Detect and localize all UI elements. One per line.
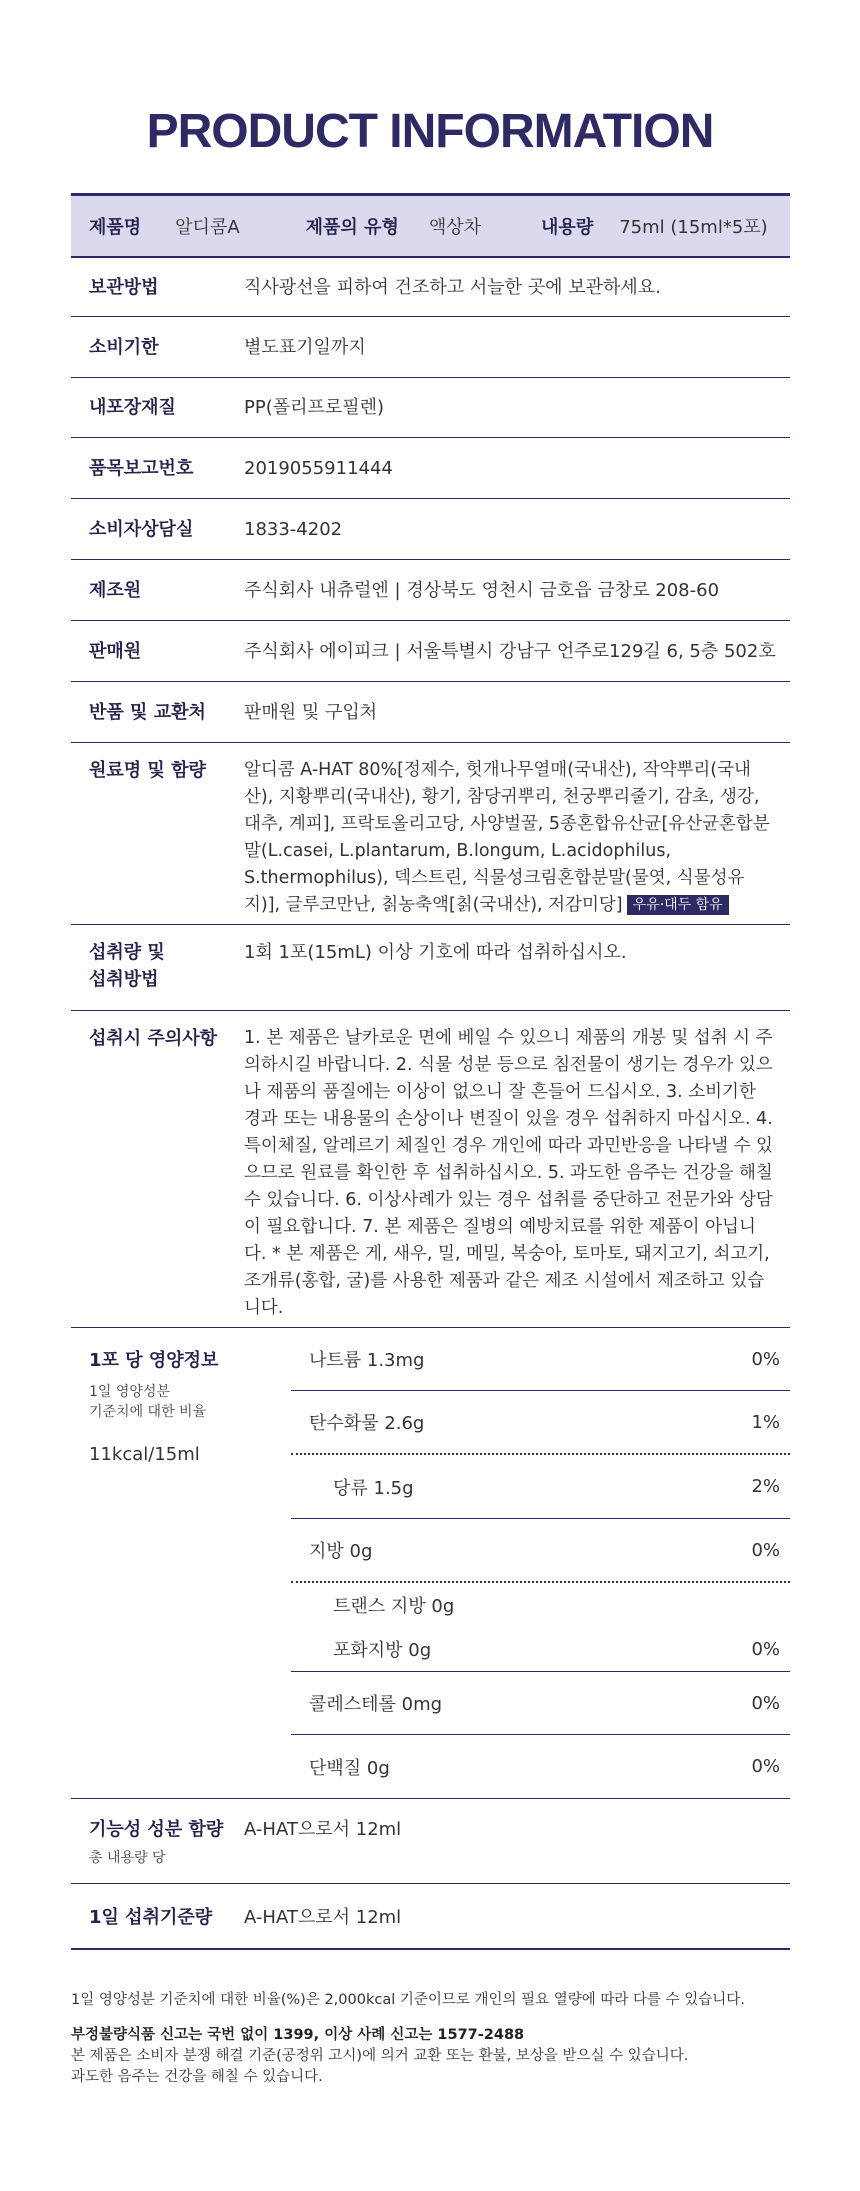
name-label: 제품명 bbox=[89, 217, 142, 238]
nutrient-name: 포화지방 0g bbox=[333, 1640, 432, 1661]
row-value: 1. 본 제품은 날카로운 면에 베일 수 있으니 제품의 개봉 및 섭취 시 주의하시길 바랍니다. 2. 식물 성분 등으로 침전물이 생기는 경우가 있으나 제품의 품질에는 이상이 없으니 잘 흔들어 드십시오. 3. 소비기한 경과 또는 내용물의 손상이나 변질이 있을 경우 섭취하지 마십시오. 4. 특이체질, 알레르기 체질인 경우 개인에 따라 과민반응을 나타낼 수 있으므로 원료를 확인한 후 섭취하십시오. 5. 과도한 음주는 건강을 해칠 수 있습니다. 6. 이상사례가 있는 경우 섭취를 중단하고 전문가와 상담이 필요합니다. 7. 본 제품은 질병의 예방치료를 위한 제품이 아닙니다. * 본 제품은 게, 새우, 밀, 메밀, 복숭아, 토마토, 돼지고기, 쇠고기, 조개류(홍합, 굴)를 사용한 제품과 같은 제조 시설에서 제조하고 있습니다. bbox=[244, 1028, 773, 1318]
row-label: 소비기한 bbox=[89, 336, 159, 358]
row-storage bbox=[71, 258, 790, 317]
nutrition-row-cholesterol bbox=[291, 1672, 790, 1735]
type-value: 액상차 bbox=[428, 217, 482, 238]
nutrition-row-protein bbox=[291, 1735, 790, 1798]
volume-value: 75ml (15ml*5포) bbox=[619, 217, 768, 238]
row-value: A-HAT으로서 12ml bbox=[244, 1907, 402, 1928]
row-packaging bbox=[71, 378, 790, 438]
row-value: 2019055911444 bbox=[244, 457, 393, 479]
row-value: 판매원 및 구입처 bbox=[244, 701, 378, 723]
row-value: 1833-4202 bbox=[244, 518, 343, 540]
nutrition-sub-line2: 기준치에 대한 비율 bbox=[89, 1404, 207, 1420]
nutrition-subtitle bbox=[89, 1382, 291, 1422]
row-label: 품목보고번호 bbox=[89, 457, 194, 479]
row-label: 섭취시 주의사항 bbox=[89, 1028, 217, 1049]
product-info-table bbox=[71, 193, 790, 1950]
row-expiry bbox=[71, 317, 790, 378]
row-value: 별도표기일까지 bbox=[244, 336, 366, 358]
nutrient-name: 지방 0g bbox=[309, 1541, 373, 1562]
nutrition-row-trans-fat bbox=[291, 1583, 790, 1627]
volume-label: 내용량 bbox=[541, 217, 594, 238]
row-label: 반품 및 교환처 bbox=[89, 701, 206, 723]
footnote-report: 부정불량식품 신고는 국번 없이 1399, 이상 사례 신고는 1577-2488 bbox=[71, 2027, 525, 2043]
row-label: 내포장재질 bbox=[89, 397, 176, 418]
nutrition-row-sodium bbox=[291, 1328, 790, 1391]
page-title: PRODUCT INFORMATION bbox=[146, 105, 714, 158]
nutrition-row-saturated-fat bbox=[291, 1627, 790, 1672]
row-label bbox=[71, 939, 244, 1010]
nutrition-row-fat bbox=[291, 1519, 790, 1583]
row-value: 직사광선을 피하여 건조하고 서늘한 곳에 보관하세요. bbox=[244, 276, 661, 298]
nutrition-header bbox=[71, 1328, 291, 1798]
row-exchange bbox=[71, 682, 790, 743]
row-label: 원료명 및 함량 bbox=[89, 760, 206, 781]
row-label-line1: 섭취량 및 bbox=[89, 942, 165, 963]
row-daily-intake bbox=[71, 1884, 790, 1950]
nutrition-kcal: 11kcal/15ml bbox=[89, 1444, 200, 1465]
row-value: 주식회사 내츄럴엔 | 경상북도 영천시 금호읍 금창로 208-60 bbox=[244, 579, 720, 601]
nutrient-name: 단백질 0g bbox=[309, 1757, 390, 1779]
row-label: 보관방법 bbox=[89, 276, 159, 298]
row-consumer-center bbox=[71, 499, 790, 560]
nutrient-name: 나트륨 1.3mg bbox=[309, 1350, 425, 1371]
nutrient-percent: 0% bbox=[751, 1756, 780, 1777]
nutrition-items bbox=[291, 1328, 790, 1798]
nutrient-name: 탄수화물 2.6g bbox=[309, 1413, 425, 1434]
nutrient-percent: 1% bbox=[751, 1411, 780, 1433]
ingredients-text: 알디콤 A-HAT 80%[정제수, 헛개나무열매(국내산), 작약뿌리(국내산), 지황뿌리(국내산), 황기, 참당귀뿌리, 천궁뿌리줄기, 감초, 생강, 대추, 계피], 프락토올리고당, 사양벌꿀, 5종혼합유산균[유산균혼합분말(L.casei, L.plantarum, B.longum, L.acidophilus, S.thermophilus), 덱스트린, 식물성크림혼합분말(물엿, 식물성유지)], 글루코만난, 칡농축액[칡(국내산), 저감미당] bbox=[244, 760, 770, 915]
footnote-dispute: 본 제품은 소비자 분쟁 해결 기준(공정위 고시)에 의거 교환 또는 환불, 보상을 받으실 수 있습니다. bbox=[71, 2048, 689, 2064]
type-label: 제품의 유형 bbox=[305, 217, 399, 238]
row-seller bbox=[71, 621, 790, 682]
footnote-percent: 1일 영양성분 기준치에 대한 비율(%)은 2,000kcal 기준이므로 개인의 필요 열량에 따라 다를 수 있습니다. bbox=[71, 1992, 745, 2008]
nutrition-row-carbs bbox=[291, 1391, 790, 1455]
row-label: 판매원 bbox=[89, 640, 142, 662]
nutrient-percent: 2% bbox=[751, 1476, 780, 1497]
row-label: 소비자상담실 bbox=[89, 518, 194, 540]
nutrient-percent: 0% bbox=[751, 1692, 780, 1714]
row-label-line2: 섭취방법 bbox=[89, 969, 159, 990]
nutrient-name: 당류 1.5g bbox=[333, 1477, 414, 1499]
nutrition-sub-line1: 1일 영양성분 bbox=[89, 1384, 170, 1400]
name-value: 알디콤A bbox=[175, 217, 240, 238]
nutrient-percent: 0% bbox=[751, 1539, 780, 1561]
row-value: 주식회사 에이피크 | 서울특별시 강남구 언주로129길 6, 5층 502호 bbox=[244, 640, 776, 662]
row-ingredients bbox=[71, 743, 790, 925]
functional-label: 기능성 성분 함량 bbox=[89, 1819, 224, 1840]
row-value: A-HAT으로서 12ml bbox=[244, 1819, 402, 1840]
nutrient-name: 콜레스테롤 0mg bbox=[309, 1694, 443, 1715]
allergen-badge: 우유·대두 함유 bbox=[627, 895, 729, 915]
nutrient-percent: 0% bbox=[751, 1638, 780, 1660]
nutrient-percent: 0% bbox=[751, 1348, 780, 1370]
row-manufacturer bbox=[71, 560, 790, 621]
functional-sub: 총 내용량 당 bbox=[89, 1850, 166, 1866]
nutrition-row-sugar bbox=[291, 1455, 790, 1519]
row-value bbox=[244, 757, 790, 924]
row-functional-content bbox=[71, 1799, 790, 1884]
footnotes bbox=[71, 1990, 790, 2088]
row-value: 1회 1포(15mL) 이상 기호에 따라 섭취하십시오. bbox=[244, 942, 627, 963]
nutrient-name: 트랜스 지방 0g bbox=[333, 1596, 455, 1617]
row-caution bbox=[71, 1011, 790, 1328]
row-label: 제조원 bbox=[89, 579, 142, 601]
row-value: PP(폴리프로필렌) bbox=[244, 397, 385, 418]
row-label bbox=[71, 1903, 244, 1929]
nutrition-section bbox=[71, 1328, 790, 1799]
daily-label: 1일 섭취기준량 bbox=[89, 1907, 213, 1928]
footnote-alcohol: 과도한 음주는 건강을 해칠 수 있습니다. bbox=[71, 2069, 323, 2085]
row-report-number bbox=[71, 438, 790, 499]
nutrition-title: 1포 당 영양정보 bbox=[89, 1350, 219, 1371]
row-label bbox=[71, 1815, 244, 1883]
table-header bbox=[71, 193, 790, 258]
row-intake bbox=[71, 925, 790, 1011]
